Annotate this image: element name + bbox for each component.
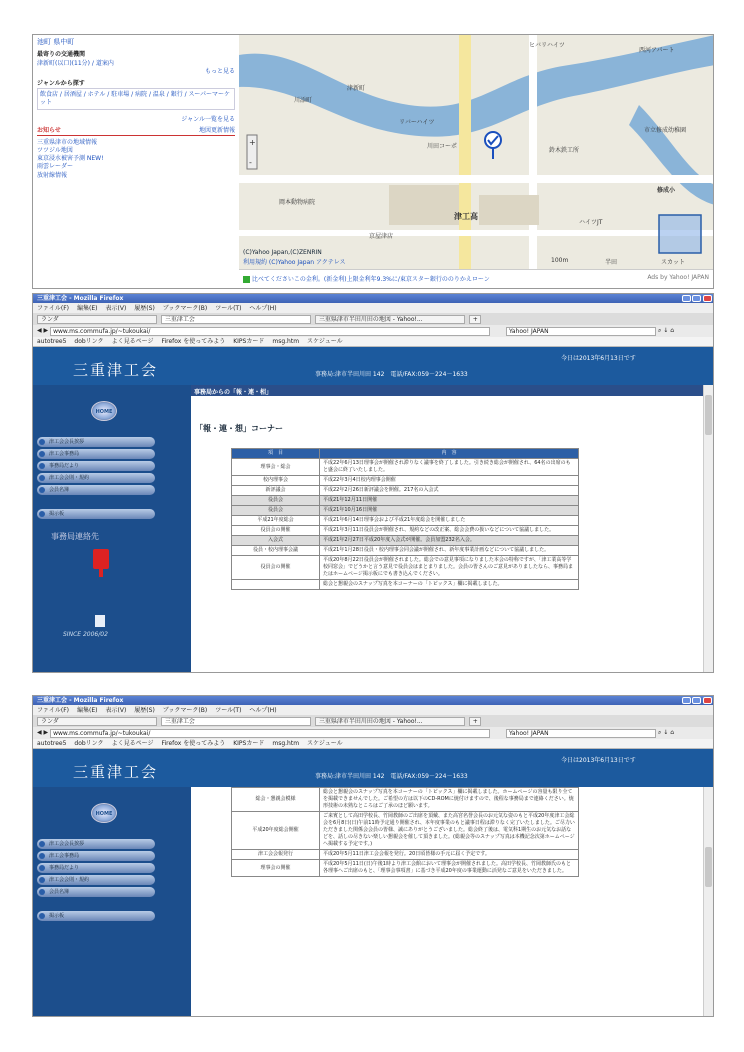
nav-item[interactable]: 会員名簿 — [37, 887, 155, 897]
menu-history[interactable]: 履歴(S) — [134, 707, 155, 714]
scrollbar[interactable] — [703, 385, 713, 672]
tab-1[interactable]: ランダ — [37, 315, 157, 324]
nav-item[interactable]: 津工会会則・規約 — [37, 875, 155, 885]
map-label: 西河アパート — [639, 47, 675, 54]
genre-heading: ジャンルから探す — [37, 79, 85, 87]
search-icon[interactable]: ⌕ — [657, 729, 662, 736]
notice-heading: お知らせ — [37, 127, 61, 135]
bookmark-item[interactable]: スケジュール — [307, 740, 343, 747]
row-content: ご来賓として高田学校長、竹岡教師のご出席を頂戴、また高宮名誉会長のお元気な姿のもと平成20年度津工会総会を6月8日(日)午前11時予定通り開催され、本年度事業のもと議事日程は滞りなく完了いたしました。ご尽力いただきました関係会会員の皆様、誠にありがとうございました。総会終了後は、電気科1期生のお元気なお話などを、話しの尽きない楽しい懇親会を催して頂きました。(総親会等のスナップ写真は本機記念次第ホームページへ掲載する予定です。) — [320, 812, 579, 850]
col-header-item: 項 目 — [232, 449, 320, 459]
row-item: 新評議会 — [232, 486, 320, 496]
home-button[interactable]: HOME — [91, 803, 117, 823]
ad-bar — [239, 269, 714, 289]
menu-bookmarks[interactable]: ブックマーク(B) — [162, 305, 208, 312]
tab-2[interactable]: 三重津工会 — [161, 315, 311, 324]
map-label: 川添町 — [294, 97, 313, 104]
nav-item[interactable]: 事務局だより — [37, 863, 155, 873]
bookmark-item[interactable]: KIPSカード — [233, 740, 265, 747]
table-row — [232, 536, 579, 546]
menu-bar — [33, 303, 714, 313]
browser-window-1 — [32, 293, 714, 673]
window-title: 三重津工会 - Mozilla Firefox — [37, 697, 124, 704]
tab-3[interactable]: 三重県津市半田川田の地図 - Yahoo!... — [315, 717, 465, 726]
row-item — [232, 580, 320, 590]
menu-tools[interactable]: ツール(T) — [215, 305, 242, 312]
ad-icon — [243, 276, 250, 283]
menu-file[interactable]: ファイル(F) — [37, 707, 70, 714]
bookmark-item[interactable]: dobリンク — [74, 338, 104, 345]
map-label: 津工高 — [454, 212, 478, 221]
row-item: 総会・懇親会模様 — [232, 788, 320, 812]
table-row — [232, 506, 579, 516]
map-label: スカット — [661, 259, 685, 266]
nav-bar — [33, 727, 714, 739]
download-icon[interactable]: ↓ — [663, 327, 669, 334]
today-date: 今日は2013年6月13日です — [561, 355, 636, 362]
bookmark-item[interactable]: Firefox を使ってみよう — [161, 338, 226, 345]
nav-item[interactable]: 津工会事務局 — [37, 449, 155, 459]
ad-by: Ads by Yahoo! JAPAN — [647, 274, 709, 281]
map-left-panel — [33, 35, 239, 269]
maximize-button[interactable] — [692, 295, 701, 302]
area-title: 池町 県中町 — [37, 38, 75, 46]
since-icon — [95, 615, 105, 627]
row-item: 入会式 — [232, 536, 320, 546]
new-tab-button[interactable]: + — [469, 315, 481, 324]
tab-2[interactable]: 三重津工会 — [161, 717, 311, 726]
map-label: 津新町 — [347, 85, 366, 92]
row-item: 役員会 — [232, 506, 320, 516]
table-row — [232, 580, 579, 590]
nav-item[interactable]: 津工会会長挨拶 — [37, 839, 155, 849]
maximize-button[interactable] — [692, 697, 701, 704]
row-content: 総会と懇親会のスナップ写真を本コーナーの「トピックス」欄に掲載しました。ホームページの容量も限り全てを掲載できませんでした。ご希望の方は以下のCD-ROMに焼付けますので、後程な事務局まで連絡ください。焼形技術の未熟なところはご了承のほど願います。 — [320, 788, 579, 812]
content-area — [191, 787, 703, 1016]
table-row — [232, 516, 579, 526]
since-text: SINCE 2006/02 — [63, 631, 108, 638]
map-graphic — [239, 35, 714, 269]
table-row — [232, 496, 579, 506]
site-header — [33, 749, 714, 787]
row-content: 平成22年2月26日新評議会を開催。217名の入会式 — [320, 486, 579, 496]
map-terms-link[interactable]: 利用規約 (C)Yahoo Japan アクテレス — [243, 259, 346, 266]
table-row — [232, 850, 579, 860]
scrollbar[interactable] — [703, 787, 713, 1016]
tab-3[interactable]: 三重県津市半田川田の地図 - Yahoo!... — [315, 315, 465, 324]
search-field[interactable]: Yahoo! JAPAN — [506, 327, 656, 336]
nav-item[interactable]: 会員名簿 — [37, 485, 155, 495]
table-row — [232, 788, 579, 812]
bookmark-item[interactable]: Firefox を使ってみよう — [161, 740, 226, 747]
row-item: 役員会 — [232, 496, 320, 506]
close-button[interactable] — [703, 697, 712, 704]
nav-item[interactable]: 津工会会長挨拶 — [37, 437, 155, 447]
table-row — [232, 476, 579, 486]
nav-item[interactable]: 事務局だより — [37, 461, 155, 471]
site-title: 三重津工会 — [73, 361, 159, 379]
map-label: リバーハイツ — [399, 119, 435, 126]
ad-link[interactable]: 比べてくださいこの金利。(新金利)上限金利年9.3%に/東京スター銀行ののりかえローン — [251, 276, 490, 283]
menu-tools[interactable]: ツール(T) — [215, 707, 242, 714]
today-date: 今日は2013年6月13日です — [561, 757, 636, 764]
table-row — [232, 860, 579, 877]
map-label: ハイツJT — [579, 219, 603, 226]
bookmark-item[interactable]: KIPSカード — [233, 338, 265, 345]
menu-view[interactable]: 表示(V) — [105, 707, 127, 714]
tab-bar — [33, 313, 714, 325]
svg-text:-: - — [249, 158, 252, 167]
info-link[interactable]: 三重県津市の地域情報 — [37, 139, 98, 147]
section-title: 事務局からの「報・連・相」 — [191, 385, 703, 396]
map-label: 川田コーポ — [427, 143, 458, 150]
forward-icon[interactable]: ▶ — [43, 729, 49, 736]
sidebar — [33, 787, 191, 1016]
bookmark-item[interactable]: msg.htm — [272, 740, 300, 747]
menu-help[interactable]: ヘルプ(H) — [249, 707, 277, 714]
row-content: 平成22年3月4日校内理事会開催 — [320, 476, 579, 486]
back-icon[interactable]: ◀ — [37, 327, 42, 334]
tab-bar — [33, 715, 714, 727]
minimize-button[interactable] — [682, 295, 691, 302]
row-content: 平成21年1月28日役員・校内理事会同会議が開催され、新年度事業計画などについて協議しました。 — [320, 546, 579, 556]
bookmark-item[interactable]: よく見るページ — [111, 338, 154, 345]
info-link[interactable]: 東京浸水被害予測 NEW! — [37, 155, 104, 163]
menu-bar — [33, 705, 714, 715]
nav-item[interactable]: 津工会会則・規約 — [37, 473, 155, 483]
site-title: 三重津工会 — [73, 763, 159, 781]
bookmark-bar — [33, 337, 714, 347]
url-field[interactable]: www.ms.commufa.jp/~tukoukai/ — [50, 729, 490, 738]
forward-icon[interactable]: ▶ — [43, 327, 49, 334]
office-info: 事務局:津市半田川田 142 電話/FAX:059－224－1633 — [315, 773, 468, 780]
menu-history[interactable]: 履歴(S) — [134, 305, 155, 312]
nav-bar — [33, 325, 714, 337]
row-item: 平成20年度総会開催 — [232, 812, 320, 850]
row-item: 役員・校内理事会議 — [232, 546, 320, 556]
minimize-button[interactable] — [682, 697, 691, 704]
row-content: 平成21年10月16日開催 — [320, 506, 579, 516]
mailbox-icon[interactable] — [93, 549, 109, 569]
bookmark-item[interactable]: よく見るページ — [111, 740, 154, 747]
download-icon[interactable]: ↓ — [663, 729, 669, 736]
row-content: 総会と懇親会のスナップ写真を本コーナーの「トピックス」欄に掲載しました。 — [320, 580, 579, 590]
table-row — [232, 526, 579, 536]
bookmark-item[interactable]: スケジュール — [307, 338, 343, 345]
map-label: 修成小 — [657, 187, 676, 194]
info-link-list — [37, 139, 235, 179]
menu-bookmarks[interactable]: ブックマーク(B) — [162, 707, 208, 714]
table-row — [232, 556, 579, 580]
menu-file[interactable]: ファイル(F) — [37, 305, 70, 312]
map-label: 市立修成幼稚園 — [644, 127, 687, 134]
svg-text:+: + — [249, 138, 256, 147]
map-page-screenshot — [32, 34, 714, 289]
menu-help[interactable]: ヘルプ(H) — [249, 305, 277, 312]
map-update-link[interactable]: 地図更新情報 — [198, 127, 235, 135]
tab-1[interactable]: ランダ — [37, 717, 157, 726]
news-table — [231, 787, 579, 877]
map-copyright: (C)Yahoo Japan,(C)ZENRIN — [243, 249, 322, 256]
row-item: 津工会会報発行 — [232, 850, 320, 860]
menu-view[interactable]: 表示(V) — [105, 305, 127, 312]
row-item: 役員会の開催 — [232, 556, 320, 580]
window-titlebar — [33, 294, 714, 303]
menu-edit[interactable]: 編集(E) — [77, 707, 98, 714]
news-table — [231, 448, 579, 590]
new-tab-button[interactable]: + — [469, 717, 481, 726]
scrollbar-thumb[interactable] — [705, 847, 712, 887]
table-row — [232, 546, 579, 556]
map-label: 鈴木鉄工所 — [549, 147, 580, 154]
close-button[interactable] — [703, 295, 712, 302]
row-content: 平成20年8月22日役員会が開催されました。総会での意見事項になりました本会の特称ですが、「津工業高等学校同窓会」でどうかと言う意見で役員会はまとまりました。会員の皆さんのご意見がありましたなら、事務局またはホームページ掲示板にでも書き込んでください。 — [320, 556, 579, 580]
site-header — [33, 347, 714, 385]
map-label: 半田 — [605, 259, 618, 266]
nav-item[interactable]: 津工会事務局 — [37, 851, 155, 861]
search-icon[interactable]: ⌕ — [657, 327, 662, 334]
contact-label: 事務局連絡先 — [51, 532, 99, 541]
bookmark-item[interactable]: autotree5 — [37, 740, 67, 747]
bookmark-item[interactable]: msg.htm — [272, 338, 300, 345]
row-content: 平成21年2月27日平成20年度入会式が開催。会員加盟232名入会。 — [320, 536, 579, 546]
bookmark-item[interactable]: autotree5 — [37, 338, 67, 345]
info-link[interactable]: ツツジル地図 — [37, 147, 73, 155]
url-field[interactable]: www.ms.commufa.jp/~tukoukai/ — [50, 327, 490, 336]
browser-window-2 — [32, 695, 714, 1017]
bookmark-bar — [33, 739, 714, 749]
home-icon[interactable]: ⌂ — [670, 729, 674, 736]
back-icon[interactable]: ◀ — [37, 729, 42, 736]
table-row — [232, 812, 579, 850]
row-item: 校内理事会 — [232, 476, 320, 486]
menu-edit[interactable]: 編集(E) — [77, 305, 98, 312]
window-titlebar — [33, 696, 714, 705]
search-field[interactable]: Yahoo! JAPAN — [506, 729, 656, 738]
row-item: 役員会の開催 — [232, 526, 320, 536]
row-content: 平成20年5月11日津工会会報を発行。20日頃皆様の手元に届く予定です。 — [320, 850, 579, 860]
sidebar — [33, 385, 191, 672]
row-content: 平成21年6月14日理事会および平成21年度総会を開催しました — [320, 516, 579, 526]
nav-item[interactable]: 掲示板 — [37, 911, 155, 921]
window-title: 三重津工会 - Mozilla Firefox — [37, 295, 124, 302]
table-row — [232, 459, 579, 476]
row-content: 平成21年12月11日開催 — [320, 496, 579, 506]
home-icon[interactable]: ⌂ — [670, 327, 674, 334]
row-content: 平成21年3月11日役員会が開催され、規約などの改正案、総会会費の扱いなどについて協議しました。 — [320, 526, 579, 536]
genre-more-link[interactable]: ジャンル一覧を見る — [181, 116, 235, 123]
transport-link[interactable]: 津新町(以口)(11分) / 道案内 — [37, 59, 114, 67]
more-link[interactable]: もっと見る — [204, 67, 235, 75]
row-content: 平成22年6月13日理事会が開催され滞りなく議事を終了しました。引き続き総会が開催され、64名の出席のもと盛会に終了いたしました。 — [320, 459, 579, 476]
info-link[interactable]: 放射線情報 — [37, 171, 68, 179]
home-button[interactable]: HOME — [91, 401, 117, 421]
map-scale: 100m — [551, 257, 569, 264]
office-info: 事務局:津市半田川田 142 電話/FAX:059－224－1633 — [315, 371, 468, 378]
info-link[interactable]: 雨雲レーダー — [37, 163, 74, 171]
map-label: 岡本動物病院 — [279, 199, 316, 206]
map-view[interactable] — [239, 35, 714, 269]
row-content: 平成20年5月11日(日)午後1時より津工会館において理事会が開催されました。高田学校長、竹岡教師氏のもと各理事へご出席のもと、「理事会事項書」に基づき平成20年度の事業運動に活発なご意見をいただきました。 — [320, 860, 579, 877]
col-header-content: 内 容 — [320, 449, 579, 459]
content-area — [191, 385, 703, 672]
nav-item[interactable]: 掲示板 — [37, 509, 155, 519]
scrollbar-thumb[interactable] — [705, 395, 712, 435]
corner-subtitle: 「報・連・想」コーナー — [195, 424, 283, 433]
map-label: 京屋津店 — [369, 233, 394, 240]
table-row — [232, 486, 579, 496]
map-label: ヒバリハイツ — [529, 42, 565, 49]
row-item: 平成21年度総会 — [232, 516, 320, 526]
row-item: 理事会・総会 — [232, 459, 320, 476]
bookmark-item[interactable]: dobリンク — [74, 740, 104, 747]
transport-heading: 最寄りの交通機関 — [37, 51, 86, 59]
row-item: 理事会の開催 — [232, 860, 320, 877]
genre-links[interactable]: 飲食店 / 居酒屋 / ホテル / 駐車場 / 病院 / 温泉 / 銀行 / スーパーマーケット — [37, 88, 235, 110]
